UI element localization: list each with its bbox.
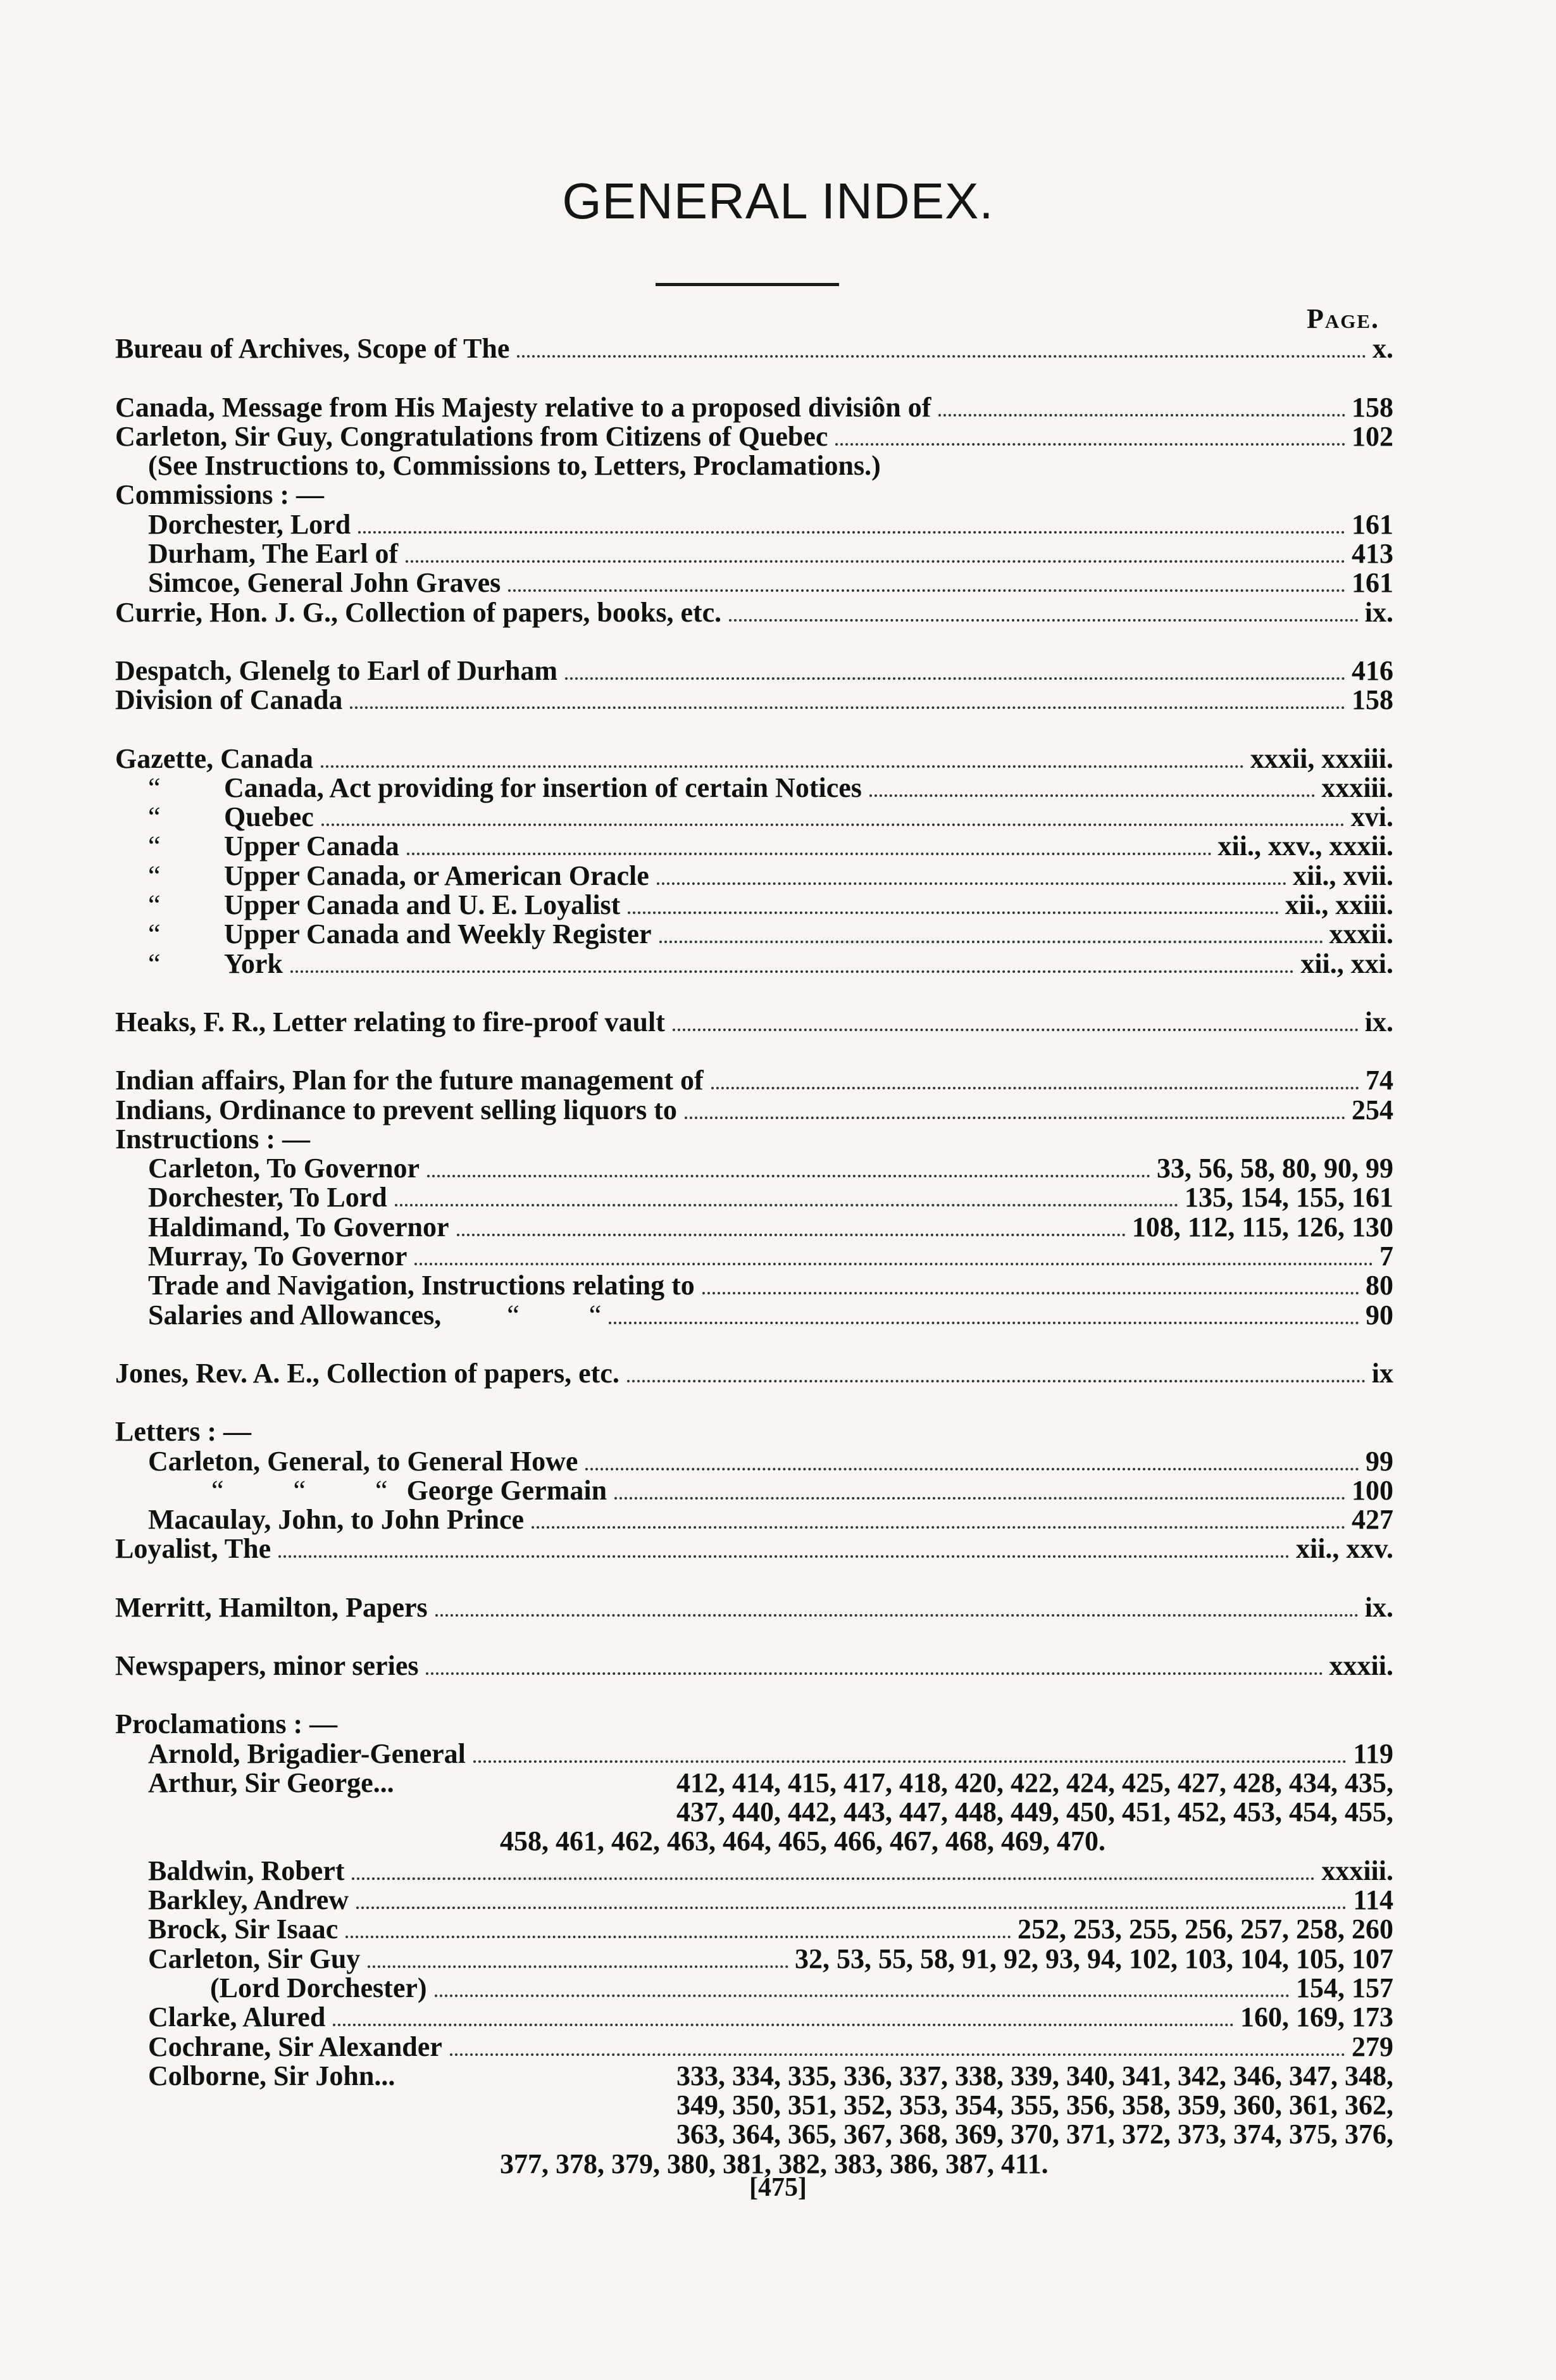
- dot-leader: [426, 1672, 1323, 1675]
- index-entry: Indians, Ordinance to prevent selling liquors to 254: [115, 1096, 1393, 1125]
- index-subentry: Simcoe, General John Graves 161: [148, 570, 1393, 599]
- index-subentry: Carleton, To Governor 33, 56, 58, 80, 90, 99: [148, 1155, 1393, 1184]
- dot-leader: [321, 824, 1345, 826]
- dot-leader: [609, 1322, 1359, 1324]
- ditto-mark: “: [148, 803, 161, 833]
- title-rule: [656, 283, 839, 286]
- index-subentry: Haldimand, To Governor 108, 112, 115, 126, 130: [148, 1213, 1393, 1243]
- index-subentry: Murray, To Governor 7: [148, 1243, 1393, 1272]
- dot-leader: [435, 1995, 1290, 1997]
- index-entry: Gazette, Canada xxxii, xxxiii.: [115, 745, 1393, 774]
- index-subentry: Dorchester, To Lord 135, 154, 155, 161: [148, 1184, 1393, 1213]
- index-subentry: Carleton, General, to General Howe 99: [148, 1448, 1393, 1477]
- index-subentry: Macaulay, John, to John Prince 427: [148, 1506, 1393, 1536]
- dot-leader: [345, 1936, 1011, 1938]
- ditto-mark: “ “ “: [211, 1477, 388, 1506]
- ditto-mark: “: [148, 774, 161, 803]
- dot-leader: [565, 677, 1345, 680]
- dot-leader: [435, 1614, 1359, 1617]
- page-number: [475]: [749, 2173, 807, 2202]
- index-subentry: Cochrane, Sir Alexander 279: [148, 2033, 1393, 2062]
- dot-leader: [333, 2024, 1234, 2026]
- dot-leader: [395, 1204, 1178, 1206]
- index-entry: Canada, Message from His Majesty relative to a proposed divisiôn of 158: [115, 394, 1393, 423]
- page-column-heading: Page.: [1306, 303, 1379, 334]
- index-continuation: 377, 378, 379, 380, 381, 382, 383, 386, 387, 411.: [500, 2150, 1049, 2179]
- dot-leader: [321, 765, 1244, 768]
- dot-leader: [508, 589, 1345, 592]
- dot-leader: [407, 853, 1212, 855]
- ditto-mark: “: [148, 833, 161, 862]
- dot-leader: [450, 2053, 1345, 2056]
- index-heading: Proclamations : —: [115, 1710, 338, 1740]
- index-subentry: Barkley, Andrew 114: [148, 1886, 1393, 1916]
- index-continuation: 349, 350, 351, 352, 353, 354, 355, 356, 358, 359, 360, 361, 362,: [676, 2091, 1393, 2121]
- dot-leader: [711, 1087, 1359, 1089]
- index-subentry: “ York xii., xxi.: [115, 950, 1393, 979]
- dot-leader: [290, 970, 1294, 973]
- index-subentry: Carleton, Sir Guy 32, 53, 55, 58, 91, 92, 93, 94, 102, 103, 104, 105, 107: [148, 1945, 1393, 1974]
- dot-leader: [585, 1468, 1359, 1470]
- index-subentry: “ Upper Canada and Weekly Register xxxii.: [115, 921, 1393, 950]
- dot-leader: [628, 911, 1279, 914]
- dot-leader: [358, 531, 1345, 534]
- index-entry: Indian affairs, Plan for the future management of 74: [115, 1067, 1393, 1096]
- index-subentry: “ Canada, Act providing for insertion of certain Notices xxxiii.: [115, 775, 1393, 804]
- dot-leader: [278, 1555, 1290, 1558]
- ditto-mark: “ “: [507, 1301, 602, 1331]
- index-subentry: “ Upper Canada xii., xxv., xxxii.: [115, 833, 1393, 862]
- dot-leader: [729, 619, 1359, 622]
- index-note: (See Instructions to, Commissions to, Letters, Proclamations.): [148, 452, 881, 482]
- ditto-mark: “: [148, 921, 161, 950]
- index-subentry: Salaries and Allowances, “ “ 90: [115, 1301, 1393, 1331]
- dot-leader: [685, 1117, 1345, 1119]
- dot-leader: [532, 1526, 1345, 1529]
- index-continuation: 363, 364, 365, 367, 368, 369, 370, 371, 372, 373, 374, 375, 376,: [676, 2121, 1393, 2150]
- index-subentry: “ Upper Canada and U. E. Loyalist xii., xxiii.: [115, 892, 1393, 921]
- index-subentry: Clarke, Alured 160, 169, 173: [148, 2003, 1393, 2033]
- dot-leader: [938, 414, 1345, 416]
- index-subentry: Arthur, Sir George... 412, 414, 415, 417, 418, 420, 422, 424, 425, 427, 428, 434, 435,: [148, 1769, 1393, 1798]
- dot-leader: [673, 1029, 1359, 1031]
- index-entry: Bureau of Archives, Scope of The x.: [115, 335, 1393, 365]
- index-subentry: Arnold, Brigadier-General 119: [148, 1740, 1393, 1769]
- index-entry: Currie, Hon. J. G., Collection of papers, books, etc. ix.: [115, 599, 1393, 628]
- dot-leader: [368, 1965, 788, 1968]
- index-subentry: “ “ “ George Germain 100: [115, 1477, 1393, 1506]
- index-subentry: Brock, Sir Isaac 252, 253, 255, 256, 257, 258, 260: [148, 1916, 1393, 1945]
- index-entry: Heaks, F. R., Letter relating to fire-proof vault ix.: [115, 1008, 1393, 1037]
- dot-leader: [406, 560, 1345, 563]
- index-entry: Division of Canada 158: [115, 686, 1393, 716]
- index-heading: Commissions : —: [115, 482, 325, 511]
- dot-leader: [517, 355, 1366, 358]
- index-continuation: 437, 440, 442, 443, 447, 448, 449, 450, 451, 452, 453, 454, 455,: [676, 1798, 1393, 1828]
- index-subentry: Trade and Navigation, Instructions relating to 80: [148, 1272, 1393, 1301]
- dot-leader: [473, 1760, 1347, 1763]
- index-entry: Newspapers, minor series xxxii.: [115, 1652, 1393, 1681]
- dot-leader: [414, 1263, 1373, 1265]
- page-title: GENERAL INDEX.: [562, 173, 994, 229]
- dot-leader: [702, 1292, 1359, 1294]
- index-subentry: Dorchester, Lord 161: [148, 511, 1393, 540]
- dot-leader: [869, 794, 1315, 797]
- index-subentry: “ Upper Canada, or American Oracle xii., xvii.: [115, 862, 1393, 891]
- ditto-mark: “: [148, 862, 161, 891]
- index-entry: Merritt, Hamilton, Papers ix.: [115, 1594, 1393, 1623]
- index-continuation: 458, 461, 462, 463, 464, 465, 466, 467, 468, 469, 470.: [500, 1828, 1105, 1857]
- index-heading: Instructions : —: [115, 1125, 311, 1155]
- dot-leader: [659, 941, 1323, 943]
- index-entry: Carleton, Sir Guy, Congratulations from Citizens of Quebec 102: [115, 423, 1393, 452]
- dot-leader: [356, 1907, 1347, 1909]
- ditto-mark: “: [148, 891, 161, 921]
- dot-leader: [614, 1497, 1345, 1500]
- index-subentry: (Lord Dorchester) 154, 157: [210, 1974, 1393, 2003]
- index-list: [115, 335, 1393, 2180]
- dot-leader: [835, 443, 1345, 446]
- index-subentry: “ Quebec xvi.: [115, 804, 1393, 833]
- dot-leader: [657, 882, 1286, 885]
- dot-leader: [627, 1380, 1366, 1382]
- ditto-mark: “: [148, 950, 161, 979]
- index-subentry: Durham, The Earl of 413: [148, 540, 1393, 570]
- index-entry: Despatch, Glenelg to Earl of Durham 416: [115, 657, 1393, 686]
- index-entry: Jones, Rev. A. E., Collection of papers, etc. ix: [115, 1360, 1393, 1389]
- index-entry: Loyalist, The xii., xxv.: [115, 1536, 1393, 1565]
- index-subentry: Baldwin, Robert xxxiii.: [148, 1857, 1393, 1886]
- dot-leader: [350, 706, 1345, 709]
- dot-leader: [352, 1877, 1315, 1880]
- index-subentry: Colborne, Sir John... 333, 334, 335, 336, 337, 338, 339, 340, 341, 342, 346, 347, 348,: [148, 2062, 1393, 2091]
- index-heading: Letters : —: [115, 1418, 252, 1448]
- dot-leader: [427, 1175, 1150, 1177]
- dot-leader: [457, 1234, 1126, 1236]
